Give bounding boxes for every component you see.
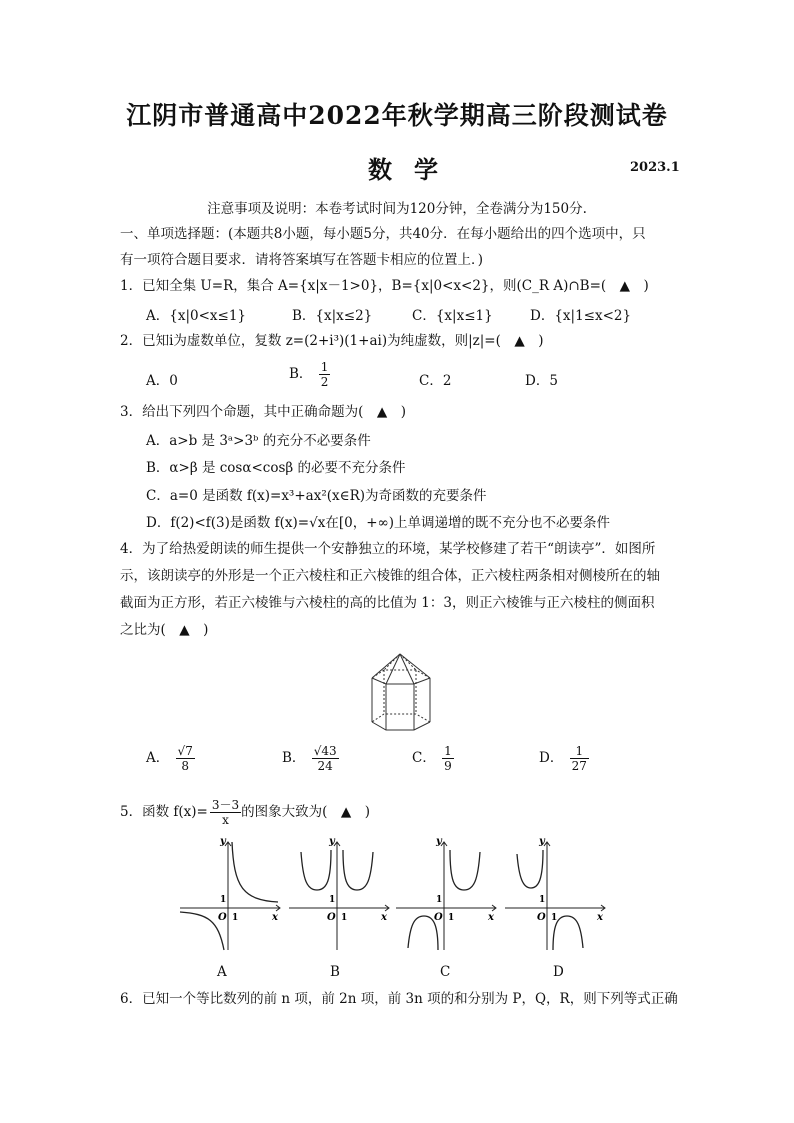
q5-graph-a-x-one: 1 [232, 913, 239, 923]
q5-graph-a-label: A [217, 964, 227, 980]
q4-option-c-denominator: 9 [444, 759, 452, 773]
q3-option-b: B．α>β 是 cosα<cosβ 的必要不充分条件 [146, 460, 406, 476]
q5-graph-c-x-one: 1 [448, 913, 455, 923]
q5-graph-a-y-label: y [220, 836, 226, 847]
q2-option-b-numerator: 1 [320, 360, 329, 374]
q1-option-a: A．{x|0<x≤1} [146, 308, 247, 324]
q5-graph-d-label: D [553, 964, 564, 980]
q2-option-b-fraction [319, 360, 331, 389]
q4-option-a-numerator: √7 [177, 744, 193, 758]
q5-graph-c [394, 836, 502, 956]
q4-option-b-label: B． [282, 750, 306, 766]
q5-graph-d [503, 836, 611, 956]
q4-option-c-numerator: 1 [444, 744, 452, 758]
q5-graph-a-origin: O [218, 912, 227, 923]
q4-option-a-fraction [176, 744, 195, 773]
q4-option-c [412, 744, 454, 773]
exam-notice: 注意事项及说明：本卷考试时间为120分钟，全卷满分为150分. [207, 201, 587, 217]
q5-graph-b-y-label: y [329, 836, 335, 847]
q2-stem: 2．已知i为虚数单位，复数 z=(2+i³)(1+ai)为纯虚数，则|z|=( ▲ ) [120, 333, 544, 349]
q5-graph-d-x-one: 1 [551, 913, 558, 923]
q4-option-d-label: D． [539, 750, 564, 766]
q4-option-a [146, 744, 195, 773]
q5-graph-b-y-one: 1 [329, 895, 336, 905]
q4-option-d [539, 744, 589, 773]
q4-option-b-denominator: 24 [317, 759, 333, 773]
q5-graph-a-y-one: 1 [220, 895, 227, 905]
subject-title: 数学 [368, 155, 460, 184]
q2-option-d: D．5 [525, 373, 558, 389]
exam-title: 江阴市普通高中2022年秋学期高三阶段测试卷 [126, 101, 668, 130]
q5-graph-b-label: B [330, 964, 340, 980]
q4-line2: 示，该朗读亭的外形是一个正六棱柱和正六棱锥的组合体，正六棱柱两条相对侧棱所在的轴 [120, 568, 660, 584]
q5-stem-prefix: 5．函数 f(x)= [120, 804, 208, 820]
q4-option-d-numerator: 1 [570, 744, 589, 759]
q5-graph-c-label: C [440, 964, 451, 980]
q5-graph-b [287, 836, 395, 956]
q5-graph-a-x-label: x [272, 912, 278, 923]
q4-line4: 之比为( ▲ ) [120, 622, 209, 638]
q3-option-a: A．a>b 是 3ᵃ>3ᵇ 的充分不必要条件 [146, 433, 371, 449]
q4-line3: 截面为正方形，若正六棱锥与六棱柱的高的比值为 1：3，则正六棱锥与正六棱柱的侧面积 [120, 595, 655, 611]
q5-graph-b-origin: O [327, 912, 336, 923]
q4-option-b [282, 744, 339, 773]
q4-option-b-numerator: √43 [313, 744, 337, 758]
q4-option-a-label: A． [146, 750, 170, 766]
q4-option-d-fraction [570, 744, 589, 773]
q5-stem [120, 798, 370, 827]
exam-date: 2023.1 [630, 160, 680, 175]
q4-option-b-fraction [312, 744, 339, 773]
reading-pavilion-figure [362, 650, 442, 742]
q1-option-b: B．{x|x≤2} [292, 308, 373, 324]
q5-graph-b-x-label: x [381, 912, 387, 923]
q2-option-b [289, 360, 330, 389]
q2-option-c: C．2 [419, 373, 452, 389]
q5-graph-d-origin: O [537, 912, 546, 923]
q5-graph-c-y-one: 1 [436, 895, 443, 905]
q3-option-c: C．a=0 是函数 f(x)=x³+ax²(x∈R)为奇函数的充要条件 [146, 488, 487, 504]
q1-option-c: C．{x|x≤1} [412, 308, 493, 324]
q4-line1: 4．为了给热爱朗读的师生提供一个安静独立的环境，某学校修建了若干“朗读亭”．如图所 [120, 541, 656, 557]
section1-line2: 有一项符合题目要求．请将答案填写在答题卡相应的位置上．) [120, 252, 484, 268]
q4-option-a-denominator: 8 [181, 759, 189, 773]
q5-graph-c-origin: O [434, 912, 443, 923]
q5-graph-a [178, 836, 286, 956]
q5-graph-d-y-one: 1 [539, 895, 546, 905]
q2-option-b-label: B． [289, 366, 313, 382]
q3-option-d: D．f(2)<f(3)是函数 f(x)=√x在[0，+∞)上单调递增的既不充分也不必要条件 [146, 515, 611, 531]
q6-stem: 6．已知一个等比数列的前 n 项，前 2n 项，前 3n 项的和分别为 P，Q，R，则下列等式正确 [120, 991, 678, 1007]
q5-graph-b-x-one: 1 [341, 913, 348, 923]
q5-stem-suffix: 的图象大致为( ▲ ) [241, 804, 371, 820]
q2-option-a: A．0 [146, 373, 178, 389]
q4-option-c-label: C． [412, 750, 436, 766]
q1-stem: 1．已知全集 U=R，集合 A={x|x－1>0}，B={x|0<x<2}，则(C_R A)∩B=( ▲ ) [120, 278, 649, 294]
q5-fraction-numerator: 3－3 [211, 798, 240, 812]
q4-option-c-fraction [442, 744, 454, 773]
q5-graph-d-y-label: y [539, 836, 545, 847]
q5-graph-c-y-label: y [436, 836, 442, 847]
q5-graph-c-x-label: x [488, 912, 494, 923]
q5-function-fraction [210, 798, 241, 827]
q4-option-d-denominator: 27 [571, 759, 587, 773]
q5-fraction-denominator: x [222, 813, 229, 827]
q3-stem: 3．给出下列四个命题，其中正确命题为( ▲ ) [120, 404, 407, 420]
q5-graph-d-x-label: x [597, 912, 603, 923]
q2-option-b-denominator: 2 [320, 375, 329, 389]
section1-line1: 一、单项选择题：(本题共8小题，每小题5分，共40分．在每小题给出的四个选项中，只 [120, 226, 646, 242]
q1-option-d: D．{x|1≤x<2} [530, 308, 632, 324]
